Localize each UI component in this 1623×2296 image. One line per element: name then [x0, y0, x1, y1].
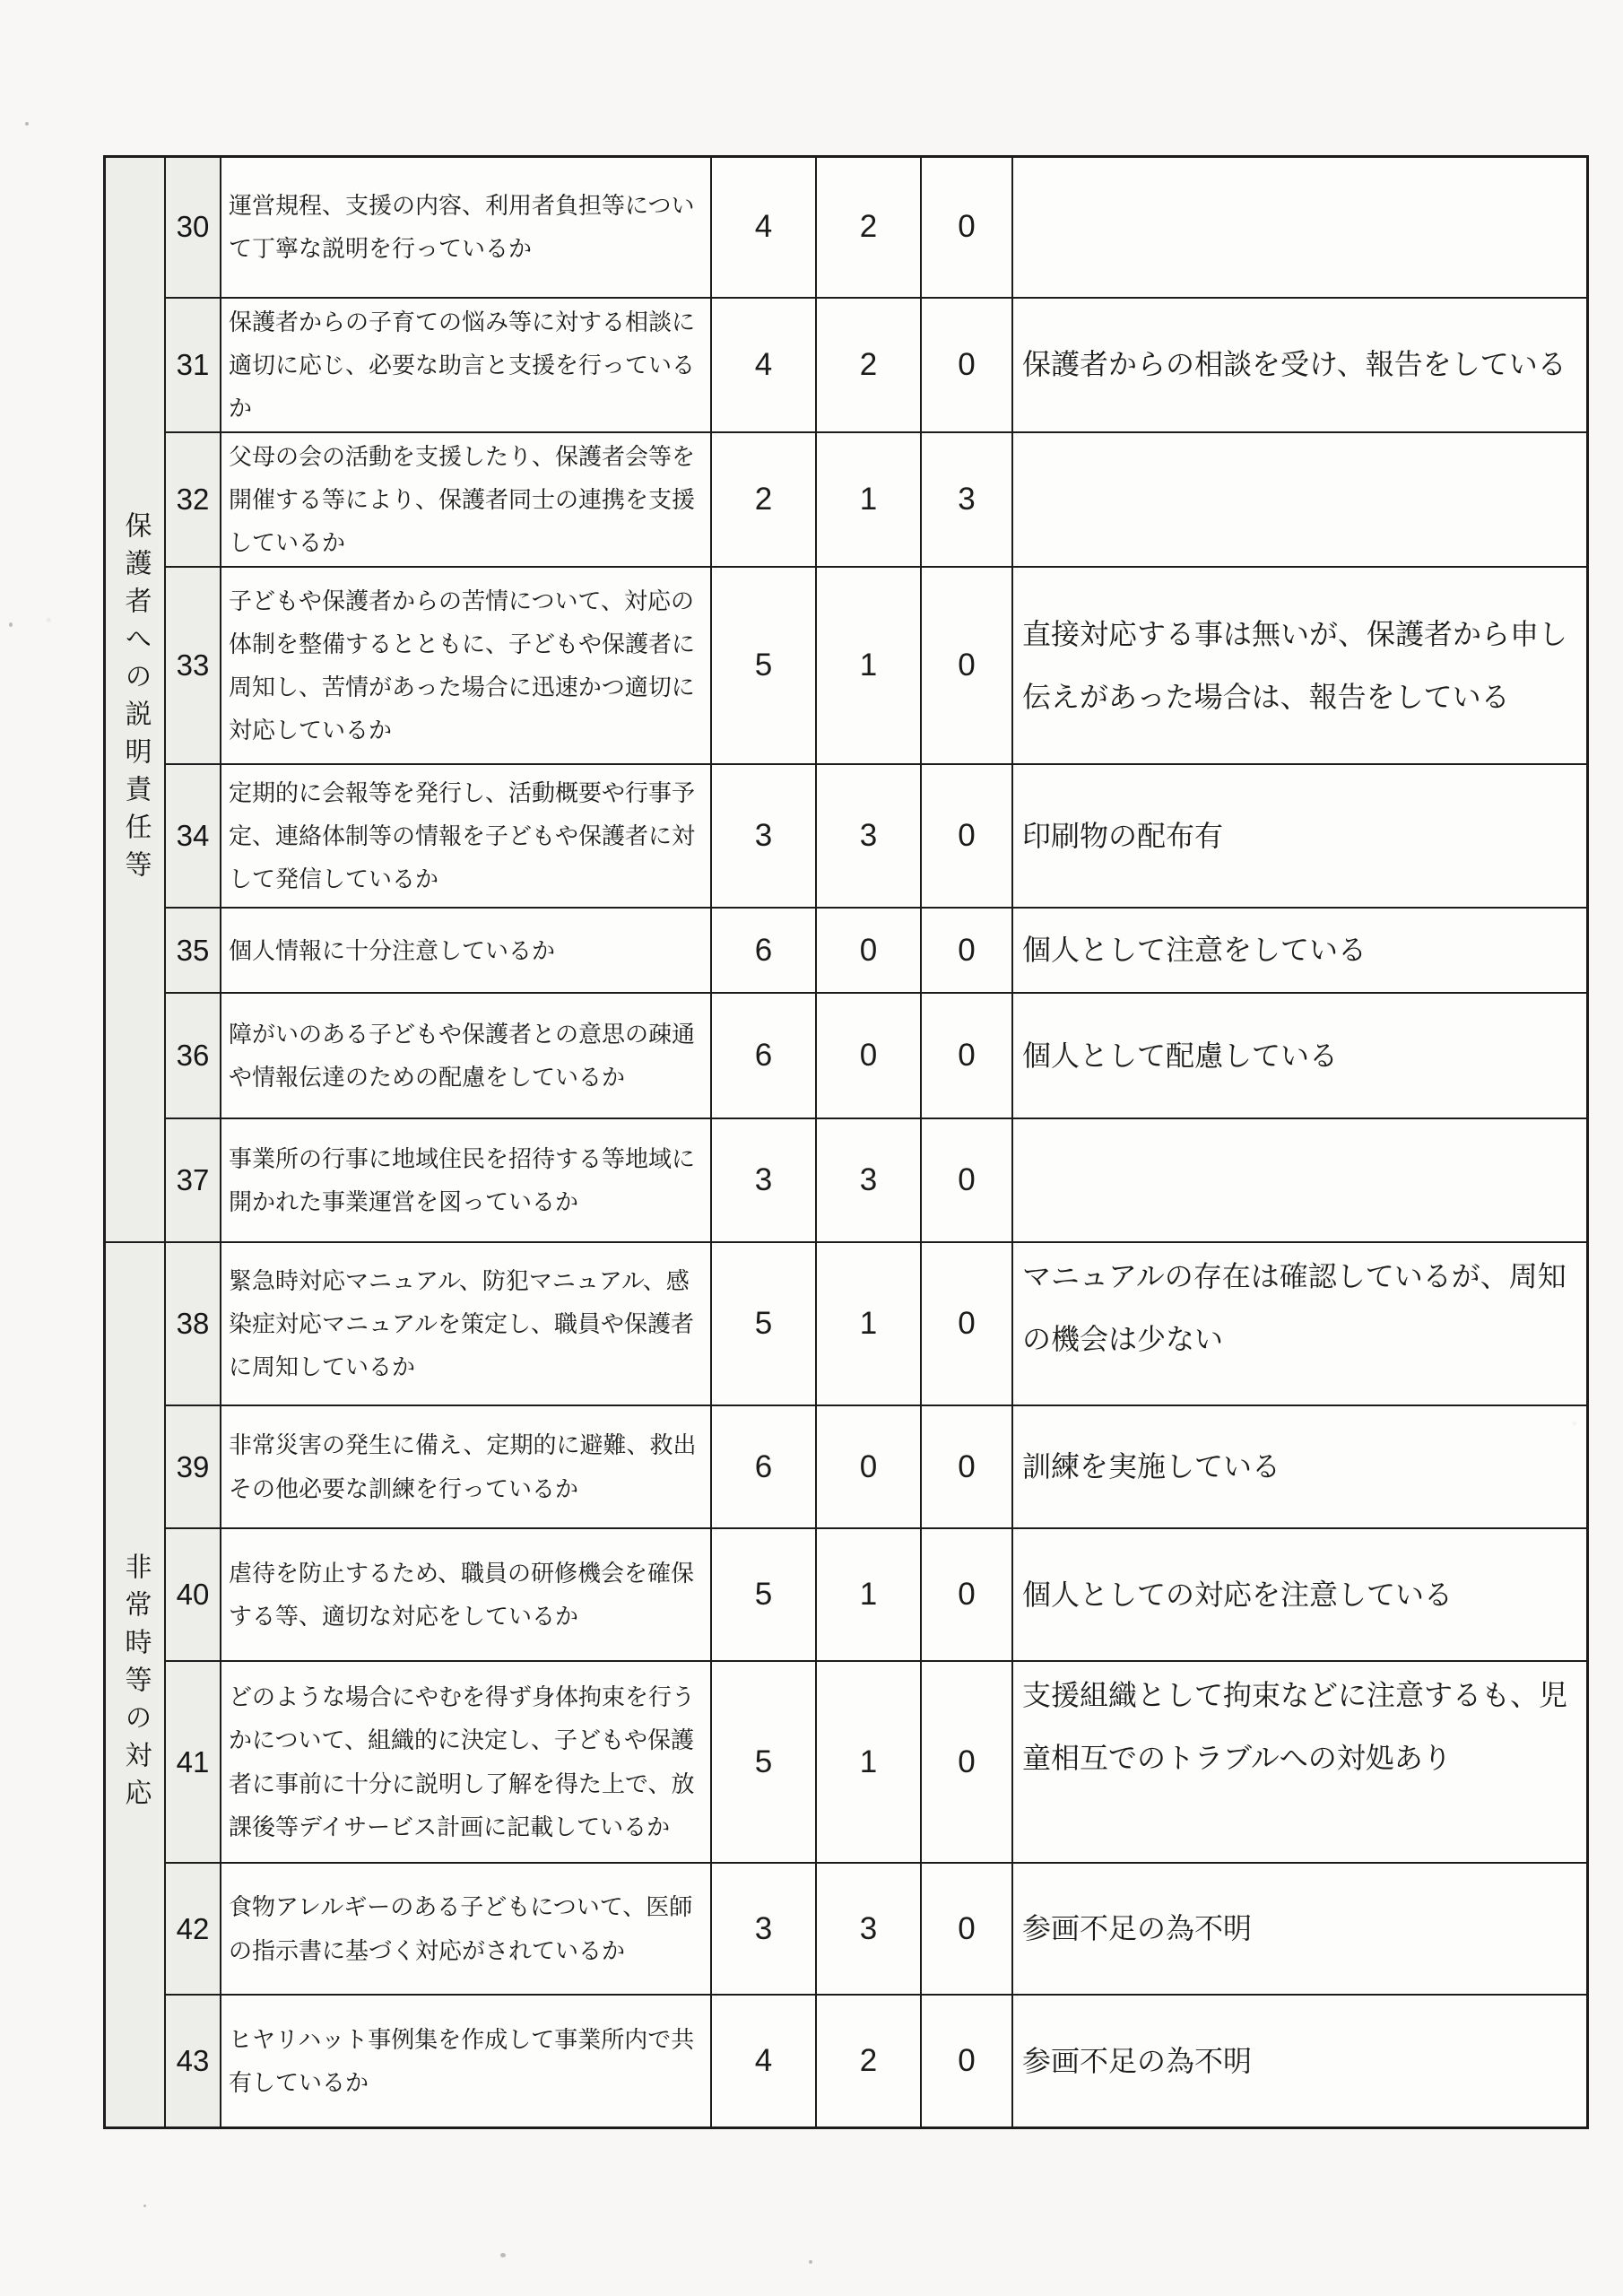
row-number: 34: [165, 764, 221, 908]
comment-cell: 個人として配慮している: [1012, 993, 1588, 1118]
row-number: 38: [165, 1242, 221, 1405]
comment-cell: 直接対応する事は無いが、保護者から申し伝えがあった場合は、報告をしている: [1012, 567, 1588, 764]
score-cell: 5: [711, 1242, 816, 1405]
row-number: 41: [165, 1661, 221, 1863]
comment-cell: 参画不足の為不明: [1012, 1863, 1588, 1995]
row-number: 40: [165, 1528, 221, 1661]
comment-cell: 個人としての対応を注意している: [1012, 1528, 1588, 1661]
table-row: [105, 1242, 1588, 1405]
scan-speck: [143, 2205, 146, 2207]
row-number: 42: [165, 1863, 221, 1995]
scan-speck: [25, 122, 29, 126]
comment-cell: 個人として注意をしている: [1012, 908, 1588, 993]
score-cell: 0: [921, 1528, 1012, 1661]
category-label: 非常時等の対応: [120, 1552, 151, 1817]
comment-cell: [1012, 1118, 1588, 1242]
score-cell: 4: [711, 1995, 816, 2127]
scan-speck: [500, 2253, 506, 2257]
comment-cell: 印刷物の配布有: [1012, 764, 1588, 908]
comment-cell: マニュアルの存在は確認しているが、周知の機会は少ない: [1012, 1242, 1588, 1405]
row-number: 37: [165, 1118, 221, 1242]
score-cell: 5: [711, 1661, 816, 1863]
score-cell: 0: [921, 157, 1012, 298]
score-cell: 0: [921, 1118, 1012, 1242]
score-cell: 0: [816, 908, 921, 993]
row-number: 36: [165, 993, 221, 1118]
score-cell: 3: [711, 1863, 816, 1995]
evaluation-table: [103, 155, 1589, 2129]
category-cell-guardian-accountability: [105, 157, 166, 1243]
category-cell-emergency-response: [105, 1242, 166, 2127]
score-cell: 0: [921, 764, 1012, 908]
table-row: [105, 298, 1588, 432]
score-cell: 0: [921, 1242, 1012, 1405]
question-text: 子どもや保護者からの苦情について、対応の体制を整備するとともに、子どもや保護者に周知し、苦情があった場合に迅速かつ適切に対応しているか: [221, 567, 711, 764]
score-cell: 3: [816, 1863, 921, 1995]
category-label: 保護者への説明責任等: [120, 511, 151, 889]
score-cell: 3: [816, 764, 921, 908]
score-cell: 1: [816, 1661, 921, 1863]
score-cell: 2: [816, 157, 921, 298]
score-cell: 0: [816, 993, 921, 1118]
score-cell: 3: [921, 432, 1012, 567]
score-cell: 5: [711, 1528, 816, 1661]
score-cell: 0: [816, 1405, 921, 1528]
table-row: [105, 567, 1588, 764]
scan-speck: [9, 622, 13, 627]
score-cell: 6: [711, 908, 816, 993]
question-text: どのような場合にやむを得ず身体拘束を行うかについて、組織的に決定し、子どもや保護者に事前に十分に説明し了解を得た上で、放課後等デイサービス計画に記載しているか: [221, 1661, 711, 1863]
score-cell: 0: [921, 1995, 1012, 2127]
score-cell: 5: [711, 567, 816, 764]
score-cell: 3: [816, 1118, 921, 1242]
score-cell: 6: [711, 1405, 816, 1528]
comment-cell: [1012, 432, 1588, 567]
table-row: [105, 1118, 1588, 1242]
comment-cell: 参画不足の為不明: [1012, 1995, 1588, 2127]
question-text: 事業所の行事に地域住民を招待する等地域に開かれた事業運営を図っているか: [221, 1118, 711, 1242]
table-row: [105, 432, 1588, 567]
question-text: ヒヤリハット事例集を作成して事業所内で共有しているか: [221, 1995, 711, 2127]
table-row: [105, 1995, 1588, 2127]
question-text: 虐待を防止するため、職員の研修機会を確保する等、適切な対応をしているか: [221, 1528, 711, 1661]
score-cell: 4: [711, 298, 816, 432]
score-cell: 3: [711, 1118, 816, 1242]
score-cell: 0: [921, 298, 1012, 432]
score-cell: 0: [921, 1661, 1012, 1863]
row-number: 31: [165, 298, 221, 432]
score-cell: 1: [816, 432, 921, 567]
row-number: 33: [165, 567, 221, 764]
question-text: 障がいのある子どもや保護者との意思の疎通や情報伝達のための配慮をしているか: [221, 993, 711, 1118]
table-row: [105, 764, 1588, 908]
table-row: [105, 157, 1588, 298]
score-cell: 4: [711, 157, 816, 298]
score-cell: 0: [921, 567, 1012, 764]
question-text: 保護者からの子育ての悩み等に対する相談に適切に応じ、必要な助言と支援を行っているか: [221, 298, 711, 432]
question-text: 個人情報に十分注意しているか: [221, 908, 711, 993]
score-cell: 0: [921, 1863, 1012, 1995]
question-text: 運営規程、支援の内容、利用者負担等について丁寧な説明を行っているか: [221, 157, 711, 298]
table-row: [105, 993, 1588, 1118]
score-cell: 6: [711, 993, 816, 1118]
score-cell: 1: [816, 1528, 921, 1661]
comment-cell: [1012, 157, 1588, 298]
question-text: 父母の会の活動を支援したり、保護者会等を開催する等により、保護者同士の連携を支援しているか: [221, 432, 711, 567]
score-cell: 2: [711, 432, 816, 567]
row-number: 43: [165, 1995, 221, 2127]
score-cell: 0: [921, 993, 1012, 1118]
comment-cell: 支援組織として拘束などに注意するも、児童相互でのトラブルへの対処あり: [1012, 1661, 1588, 1863]
table-row: [105, 1405, 1588, 1528]
row-number: 30: [165, 157, 221, 298]
question-text: 定期的に会報等を発行し、活動概要や行事予定、連絡体制等の情報を子どもや保護者に対して発信しているか: [221, 764, 711, 908]
table-row: [105, 908, 1588, 993]
score-cell: 0: [921, 1405, 1012, 1528]
score-cell: 2: [816, 1995, 921, 2127]
question-text: 非常災害の発生に備え、定期的に避難、救出その他必要な訓練を行っているか: [221, 1405, 711, 1528]
scan-speck: [809, 2260, 812, 2264]
table-row: [105, 1528, 1588, 1661]
score-cell: 3: [711, 764, 816, 908]
question-text: 緊急時対応マニュアル、防犯マニュアル、感染症対応マニュアルを策定し、職員や保護者に周知しているか: [221, 1242, 711, 1405]
score-cell: 0: [921, 908, 1012, 993]
comment-cell: 保護者からの相談を受け、報告をしている: [1012, 298, 1588, 432]
score-cell: 1: [816, 1242, 921, 1405]
table-row: [105, 1661, 1588, 1863]
table-row: [105, 1863, 1588, 1995]
score-cell: 2: [816, 298, 921, 432]
question-text: 食物アレルギーのある子どもについて、医師の指示書に基づく対応がされているか: [221, 1863, 711, 1995]
row-number: 32: [165, 432, 221, 567]
row-number: 39: [165, 1405, 221, 1528]
score-cell: 1: [816, 567, 921, 764]
comment-cell: 訓練を実施している: [1012, 1405, 1588, 1528]
row-number: 35: [165, 908, 221, 993]
